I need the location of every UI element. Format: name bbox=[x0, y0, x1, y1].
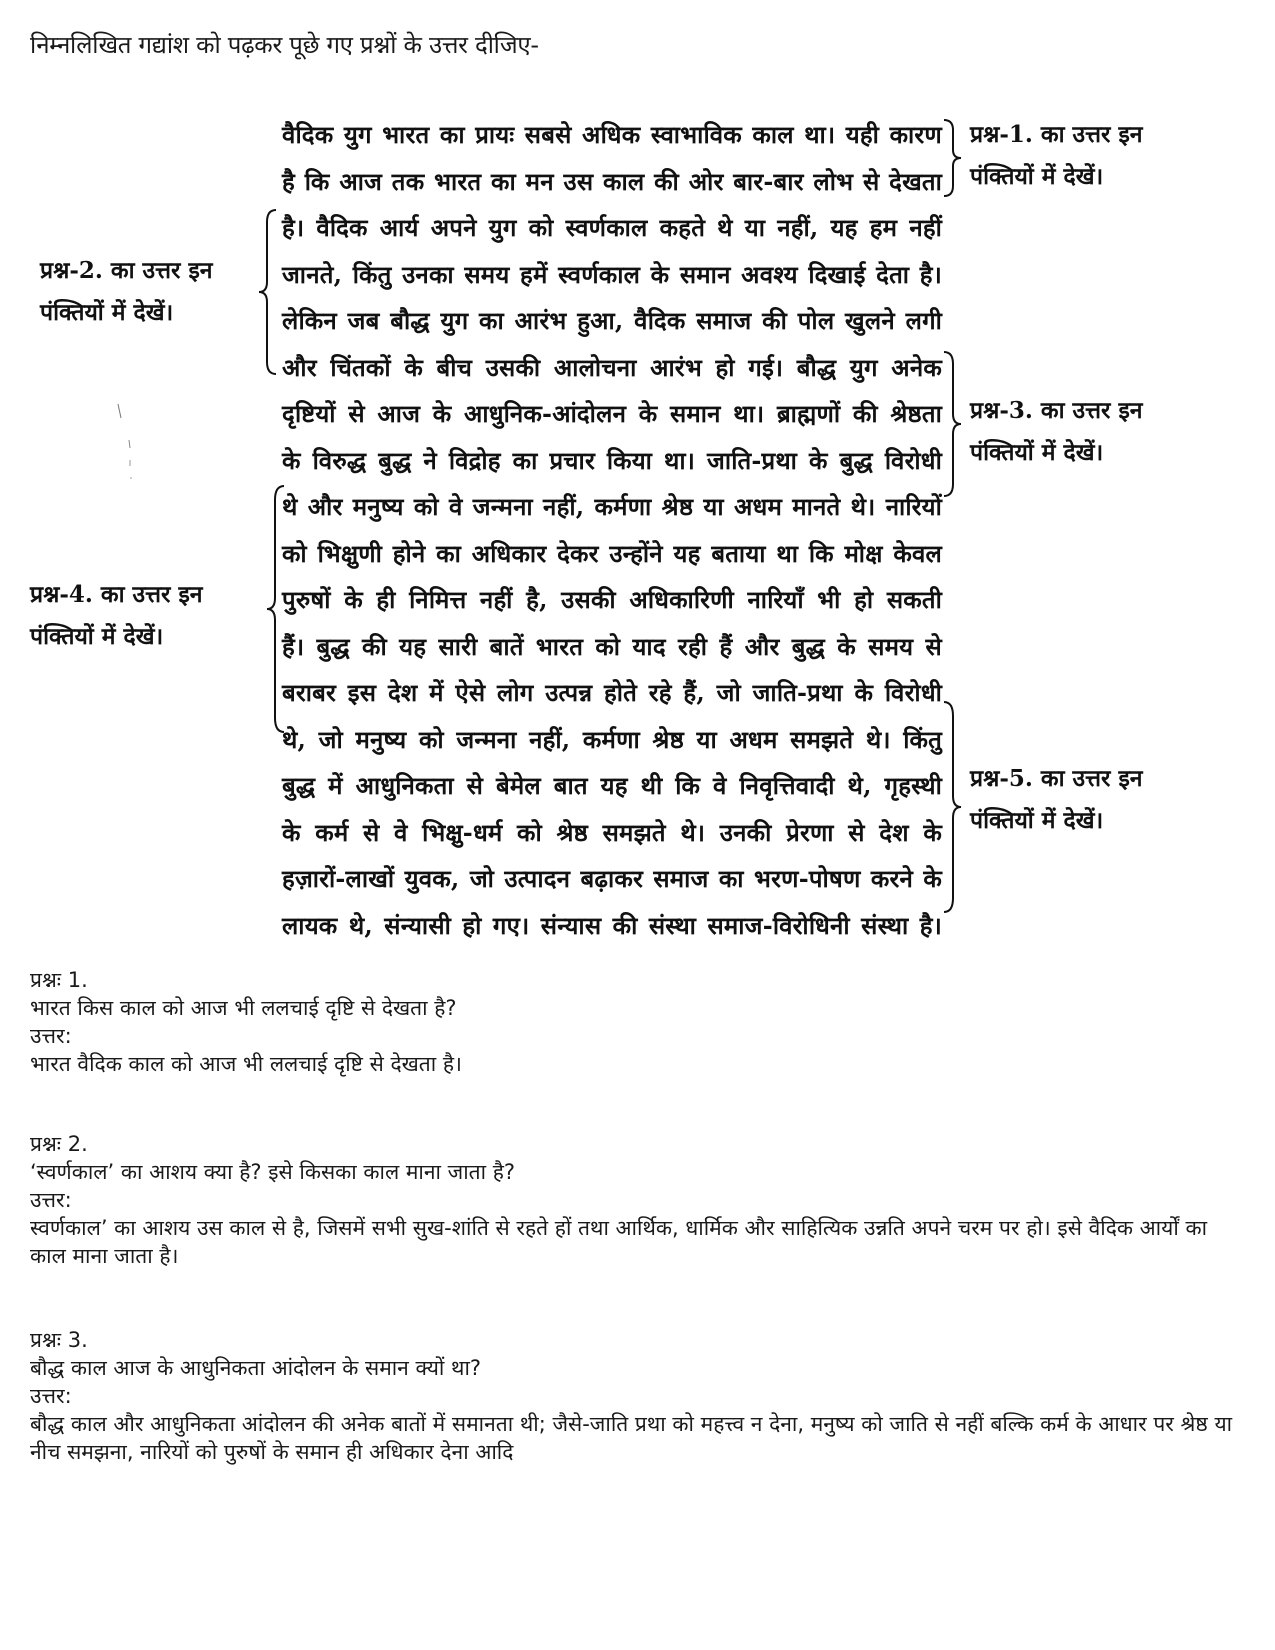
margin-note-line: प्रश्न-5. का उत्तर इन bbox=[970, 765, 1143, 792]
brace-q5 bbox=[940, 700, 964, 914]
margin-note-line: पंक्तियों में देखें। bbox=[40, 299, 174, 326]
answer-label: उत्तर: bbox=[30, 1024, 72, 1048]
margin-note-line: प्रश्न-1. का उत्तर इन bbox=[970, 121, 1143, 148]
instruction-text: निम्नलिखित गद्यांश को पढ़कर पूछे गए प्रश्नों के उत्तर दीजिए- bbox=[30, 31, 539, 59]
margin-note-line: प्रश्न-4. का उत्तर इन bbox=[30, 581, 203, 608]
question-label: प्रश्नः 3. bbox=[30, 1328, 88, 1352]
passage-line: वैदिक युग भारत का प्रायः सबसे अधिक स्वाभाविक काल था। यही कारण bbox=[282, 120, 942, 149]
brace-q1 bbox=[940, 118, 964, 198]
scan-specks bbox=[112, 400, 142, 490]
margin-note-line: पंक्तियों में देखें। bbox=[970, 807, 1104, 834]
margin-note-q4 bbox=[30, 574, 203, 658]
answer-text: स्वर्णकाल’ का आशय उस काल से है, जिसमें सभी सुख-शांति से रहते हों तथा आर्थिक, धार्मिक और साहित्यिक उन्नति अपने चरम पर हो। इसे वैदिक आर्यों का काल माना जाता है। bbox=[30, 1216, 1208, 1268]
answer-label: उत्तर: bbox=[30, 1384, 72, 1408]
passage-line: और चिंतकों के बीच उसकी आलोचना आरंभ हो गई। बौद्ध युग अनेक bbox=[282, 352, 942, 382]
question-text: भारत किस काल को आज भी ललचाई दृष्टि से देखता है? bbox=[30, 996, 457, 1020]
passage-line: हैं। बुद्ध की यह सारी बातें भारत को याद रही हैं और बुद्ध के समय से bbox=[282, 631, 942, 661]
question-label: प्रश्नः 2. bbox=[30, 1132, 88, 1156]
question-label: प्रश्नः 1. bbox=[30, 968, 88, 992]
passage-line: बुद्ध में आधुनिकता से बेमेल बात यह थी कि वे निवृत्तिवादी थे, गृहस्थी bbox=[282, 771, 942, 800]
margin-note-line: प्रश्न-2. का उत्तर इन bbox=[40, 257, 213, 284]
passage-line: को भिक्षुणी होने का अधिकार देकर उन्होंने यह बताया था कि मोक्ष केवल bbox=[282, 538, 942, 568]
passage-line: थे और मनुष्य को वे जन्मना नहीं, कर्मणा श्रेष्ठ या अधम मानते थे। नारियों bbox=[282, 492, 942, 521]
passage bbox=[282, 112, 942, 949]
brace-q3 bbox=[940, 350, 964, 498]
passage-line: है। वैदिक आर्य अपने युग को स्वर्णकाल कहते थे या नहीं, यह हम नहीं bbox=[282, 213, 942, 242]
margin-note-q1 bbox=[970, 114, 1143, 198]
answer-text: भारत वैदिक काल को आज भी ललचाई दृष्टि से देखता है। bbox=[30, 1052, 462, 1076]
passage-line: पुरुषों के ही निमित्त नहीं है, उसकी अधिकारिणी नारियाँ भी हो सकती bbox=[282, 585, 942, 614]
brace-q4 bbox=[264, 484, 288, 734]
passage-line: लेकिन जब बौद्ध युग का आरंभ हुआ, वैदिक समाज की पोल खुलने लगी bbox=[282, 306, 942, 335]
passage-line: के कर्म से वे भिक्षु-धर्म को श्रेष्ठ समझते थे। उनकी प्रेरणा से देश के bbox=[282, 817, 942, 847]
margin-note-q3 bbox=[970, 390, 1143, 474]
passage-line: है कि आज तक भारत का मन उस काल की ओर बार-बार लोभ से देखता bbox=[282, 166, 942, 196]
brace-q2 bbox=[256, 208, 280, 376]
answer-label: उत्तर: bbox=[30, 1188, 72, 1212]
margin-note-q2 bbox=[40, 250, 213, 334]
passage-line: जानते, किंतु उनका समय हमें स्वर्णकाल के समान अवश्य दिखाई देता है। bbox=[282, 259, 942, 289]
margin-note-line: पंक्तियों में देखें। bbox=[970, 439, 1104, 466]
margin-note-line: पंक्तियों में देखें। bbox=[970, 163, 1104, 190]
margin-note-line: पंक्तियों में देखें। bbox=[30, 623, 164, 650]
passage-line: हज़ारों-लाखों युवक, जो उत्पादन बढ़ाकर समाज का भरण-पोषण करने के bbox=[282, 864, 942, 893]
qa-block-2 bbox=[30, 1130, 1245, 1270]
question-text: ‘स्वर्णकाल’ का आशय क्या है? इसे किसका काल माना जाता है? bbox=[30, 1160, 516, 1184]
passage-line: दृष्टियों से आज के आधुनिक-आंदोलन के समान था। ब्राह्मणों की श्रेष्ठता bbox=[282, 399, 942, 428]
passage-line: लायक थे, संन्यासी हो गए। संन्यास की संस्था समाज-विरोधिनी संस्था है। bbox=[282, 910, 942, 940]
passage-line: थे, जो मनुष्य को जन्मना नहीं, कर्मणा श्रेष्ठ या अधम समझते थे। किंतु bbox=[282, 724, 942, 754]
qa-block-1 bbox=[30, 966, 1245, 1078]
question-text: बौद्ध काल आज के आधुनिकता आंदोलन के समान क्यों था? bbox=[30, 1356, 482, 1380]
answer-text: बौद्ध काल और आधुनिकता आंदोलन की अनेक बातों में समानता थी; जैसे-जाति प्रथा को महत्त्व न देना, मनुष्य को जाति से नहीं बल्कि कर्म के आधार पर श्रेष्ठ या नीच समझना, नारियों को पुरुषों के समान ही अधिकार देना आदि bbox=[30, 1412, 1233, 1464]
passage-line: के विरुद्ध बुद्ध ने विद्रोह का प्रचार किया था। जाति-प्रथा के बुद्ध विरोधी bbox=[282, 445, 942, 475]
margin-note-line: प्रश्न-3. का उत्तर इन bbox=[970, 397, 1143, 424]
qa-block-3 bbox=[30, 1326, 1245, 1466]
margin-note-q5 bbox=[970, 758, 1143, 842]
passage-line: बराबर इस देश में ऐसे लोग उत्पन्न होते रहे हैं, जो जाति-प्रथा के विरोधी bbox=[282, 678, 942, 707]
